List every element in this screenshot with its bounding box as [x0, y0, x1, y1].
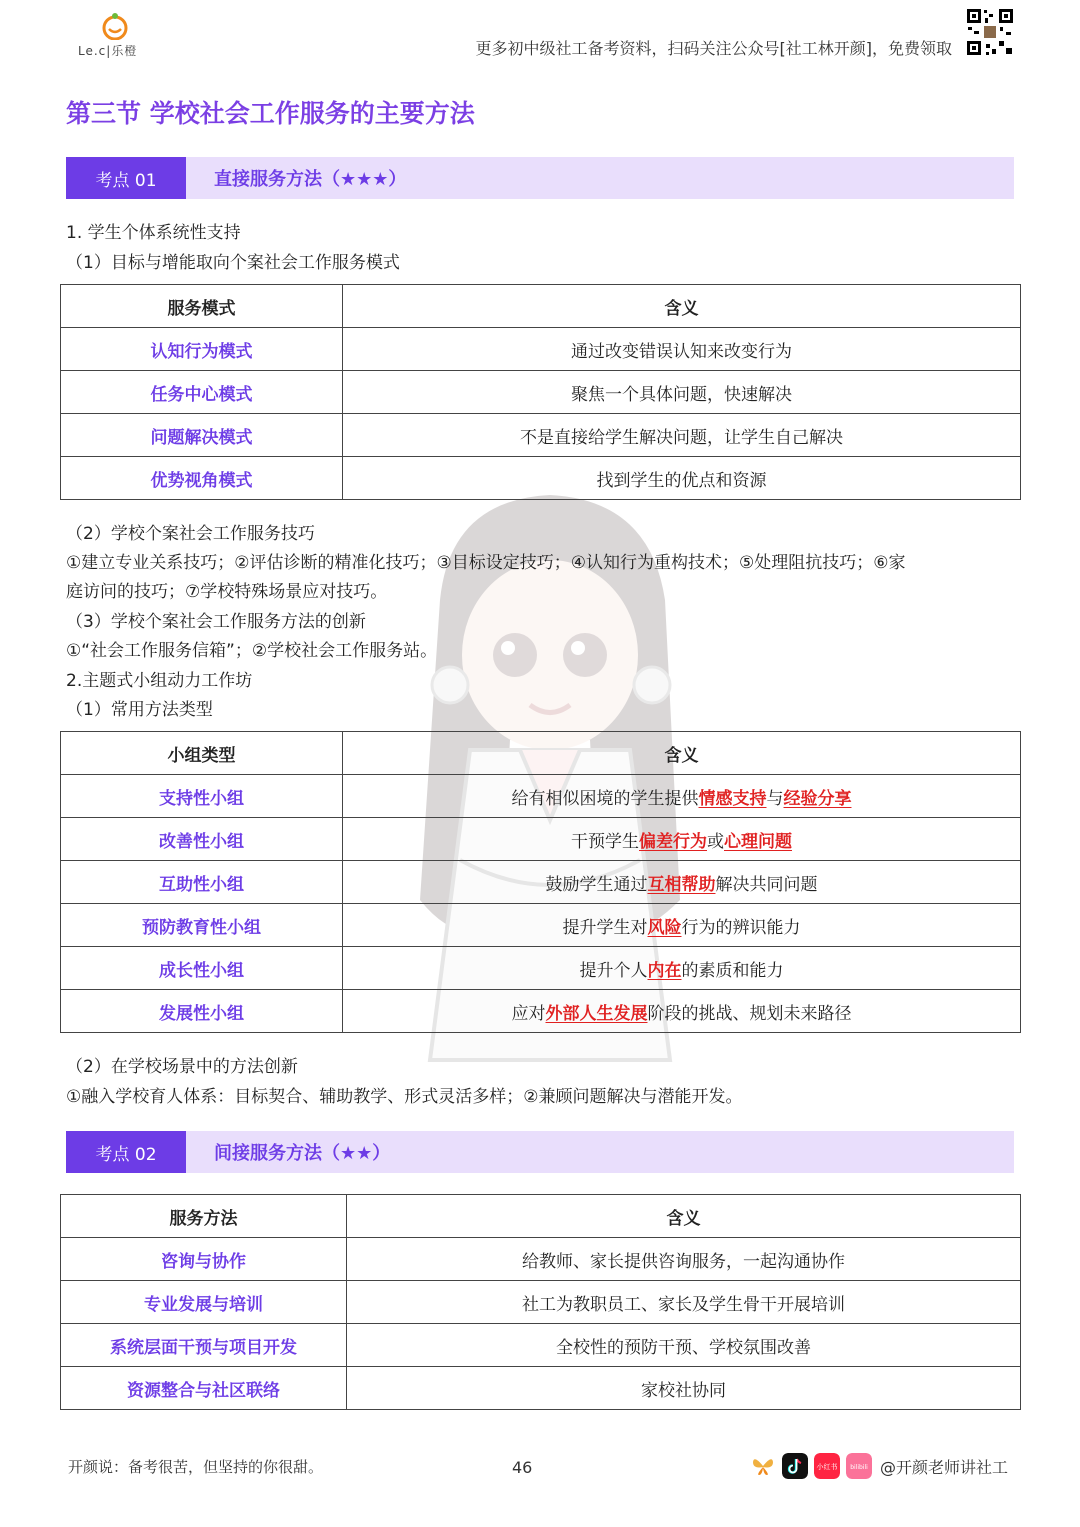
table-row	[61, 414, 1021, 457]
table-key-cell: 认知行为模式	[61, 328, 343, 371]
text-line: （1）目标与增能取向个案社会工作服务模式	[66, 253, 400, 273]
logo-text: Le.c|乐橙	[78, 44, 138, 58]
table-value-cell: 通过改变错误认知来改变行为	[343, 328, 1021, 371]
table-row	[61, 990, 1021, 1033]
bilibili-label: bilibili	[850, 1464, 868, 1471]
service-mode-table	[60, 284, 1021, 500]
table-value-cell: 给教师、家长提供咨询服务，一起沟通协作	[347, 1238, 1021, 1281]
table-row	[61, 328, 1021, 371]
table-key-cell: 成长性小组	[61, 947, 343, 990]
douyin-icon[interactable]	[782, 1453, 808, 1479]
text-segment: 提升个人	[579, 960, 648, 981]
table-row	[61, 947, 1021, 990]
table-key-cell: 任务中心模式	[61, 371, 343, 414]
indirect-method-table	[60, 1194, 1021, 1410]
text-line: （2）学校个案社会工作服务技巧	[66, 524, 315, 544]
emphasis-text: 情感支持	[698, 788, 767, 809]
table-key-cell: 改善性小组	[61, 818, 343, 861]
smile-logo-icon	[100, 12, 130, 40]
point-01-name: 直接服务方法（★★★）	[214, 169, 407, 190]
footer-slogan: 开颜说：备考很苦，但坚持的你很甜。	[68, 1458, 324, 1476]
table-value-cell: 社工为教职员工、家长及学生骨干开展培训	[347, 1281, 1021, 1324]
text-segment: 给有相似困境的学生提供	[511, 788, 699, 809]
header-note: 更多初中级社工备考资料，扫码关注公众号[社工林开颜]，免费领取	[475, 39, 952, 58]
emphasis-text: 内在	[647, 960, 682, 981]
emphasis-text: 心理问题	[724, 831, 792, 852]
text-line: ①融入学校育人体系：目标契合、辅助教学、形式灵活多样；②兼顾问题解决与潜能开发。	[66, 1087, 743, 1107]
table-row	[61, 457, 1021, 500]
emphasis-text: 风险	[647, 917, 682, 938]
table-header-row	[61, 732, 1021, 775]
table-row	[61, 1281, 1021, 1324]
table-header-row	[61, 1195, 1021, 1238]
brand-logo	[78, 12, 158, 60]
text-segment: 或	[707, 831, 724, 852]
table-key-cell: 专业发展与培训	[61, 1281, 347, 1324]
butterfly-app-icon[interactable]	[750, 1453, 776, 1479]
table-row	[61, 904, 1021, 947]
text-segment: 干预学生	[571, 831, 639, 852]
group-type-table	[60, 731, 1021, 1033]
point-01-bar	[66, 157, 1014, 199]
text-segment: 的素质和能力	[681, 960, 784, 981]
emphasis-text: 互相帮助	[647, 874, 716, 895]
table-header-cell: 含义	[347, 1195, 1021, 1238]
table-value-cell: 不是直接给学生解决问题，让学生自己解决	[343, 414, 1021, 457]
table-key-cell: 咨询与协作	[61, 1238, 347, 1281]
table-row	[61, 1238, 1021, 1281]
text-segment: 阶段的挑战、规划未来路径	[647, 1003, 852, 1024]
text-segment: 解决共同问题	[715, 874, 818, 895]
social-handle: @开颜老师讲社工	[880, 1457, 1009, 1477]
text-line: 2.主题式小组动力工作坊	[66, 671, 253, 691]
table-key-cell: 发展性小组	[61, 990, 343, 1033]
bilibili-icon[interactable]	[846, 1453, 872, 1479]
table-row	[61, 775, 1021, 818]
table-header-cell: 小组类型	[61, 732, 343, 775]
table-row	[61, 818, 1021, 861]
table-key-cell: 资源整合与社区联络	[61, 1367, 347, 1410]
table-value-cell: 全校性的预防干预、学校氛围改善	[347, 1324, 1021, 1367]
text-segment: 行为的辨识能力	[681, 917, 801, 938]
table-header-cell: 含义	[343, 732, 1021, 775]
point-02-name: 间接服务方法（★★）	[214, 1143, 391, 1164]
table-key-cell: 优势视角模式	[61, 457, 343, 500]
text-line: ①“社会工作服务信箱”；②学校社会工作服务站。	[66, 641, 438, 661]
table-value-cell: 聚焦一个具体问题，快速解决	[343, 371, 1021, 414]
table-value-cell	[343, 775, 1021, 818]
table-row	[61, 1367, 1021, 1410]
text-line: ①建立专业关系技巧；②评估诊断的精准化技巧；③目标设定技巧；④认知行为重构技术；⑤处理阻抗技巧；⑥家	[66, 553, 906, 573]
social-links	[750, 1452, 1008, 1480]
text-line: （3）学校个案社会工作服务方法的创新	[66, 612, 366, 632]
text-line: （2）在学校场景中的方法创新	[66, 1057, 298, 1077]
table-key-cell: 问题解决模式	[61, 414, 343, 457]
section-title: 第三节 学校社会工作服务的主要方法	[66, 99, 475, 128]
table-value-cell	[343, 947, 1021, 990]
table-value-cell	[343, 990, 1021, 1033]
table-value-cell	[343, 818, 1021, 861]
table-header-cell: 含义	[343, 285, 1021, 328]
text-line: 庭访问的技巧；⑦学校特殊场景应对技巧。	[66, 582, 388, 602]
table-header-cell: 服务方法	[61, 1195, 347, 1238]
table-key-cell: 预防教育性小组	[61, 904, 343, 947]
point-02-tag: 考点 02	[66, 1131, 186, 1173]
xiaohongshu-icon[interactable]	[814, 1453, 840, 1479]
table-header-cell: 服务模式	[61, 285, 343, 328]
text-segment: 应对	[511, 1003, 546, 1024]
point-02-bar	[66, 1131, 1014, 1173]
text-segment: 与	[766, 788, 784, 809]
text-line: 1. 学生个体系统性支持	[66, 223, 241, 243]
table-key-cell: 互助性小组	[61, 861, 343, 904]
table-value-cell	[343, 904, 1021, 947]
table-value-cell: 找到学生的优点和资源	[343, 457, 1021, 500]
text-segment: 鼓励学生通过	[545, 874, 648, 895]
table-row	[61, 371, 1021, 414]
qr-code-icon[interactable]	[966, 8, 1014, 56]
text-segment: 提升学生对	[562, 917, 648, 938]
table-key-cell: 系统层面干预与项目开发	[61, 1324, 347, 1367]
table-key-cell: 支持性小组	[61, 775, 343, 818]
table-row	[61, 1324, 1021, 1367]
emphasis-text: 经验分享	[783, 788, 852, 809]
page-number: 46	[512, 1458, 533, 1477]
table-value-cell: 家校社协同	[347, 1367, 1021, 1410]
text-line: （1）常用方法类型	[66, 700, 213, 720]
point-01-tag: 考点 01	[66, 157, 186, 199]
table-row	[61, 861, 1021, 904]
table-value-cell	[343, 861, 1021, 904]
xiaohongshu-label: 小红书	[816, 1463, 838, 1471]
emphasis-text: 偏差行为	[639, 831, 707, 852]
table-header-row	[61, 285, 1021, 328]
emphasis-text: 外部人生发展	[545, 1003, 648, 1024]
